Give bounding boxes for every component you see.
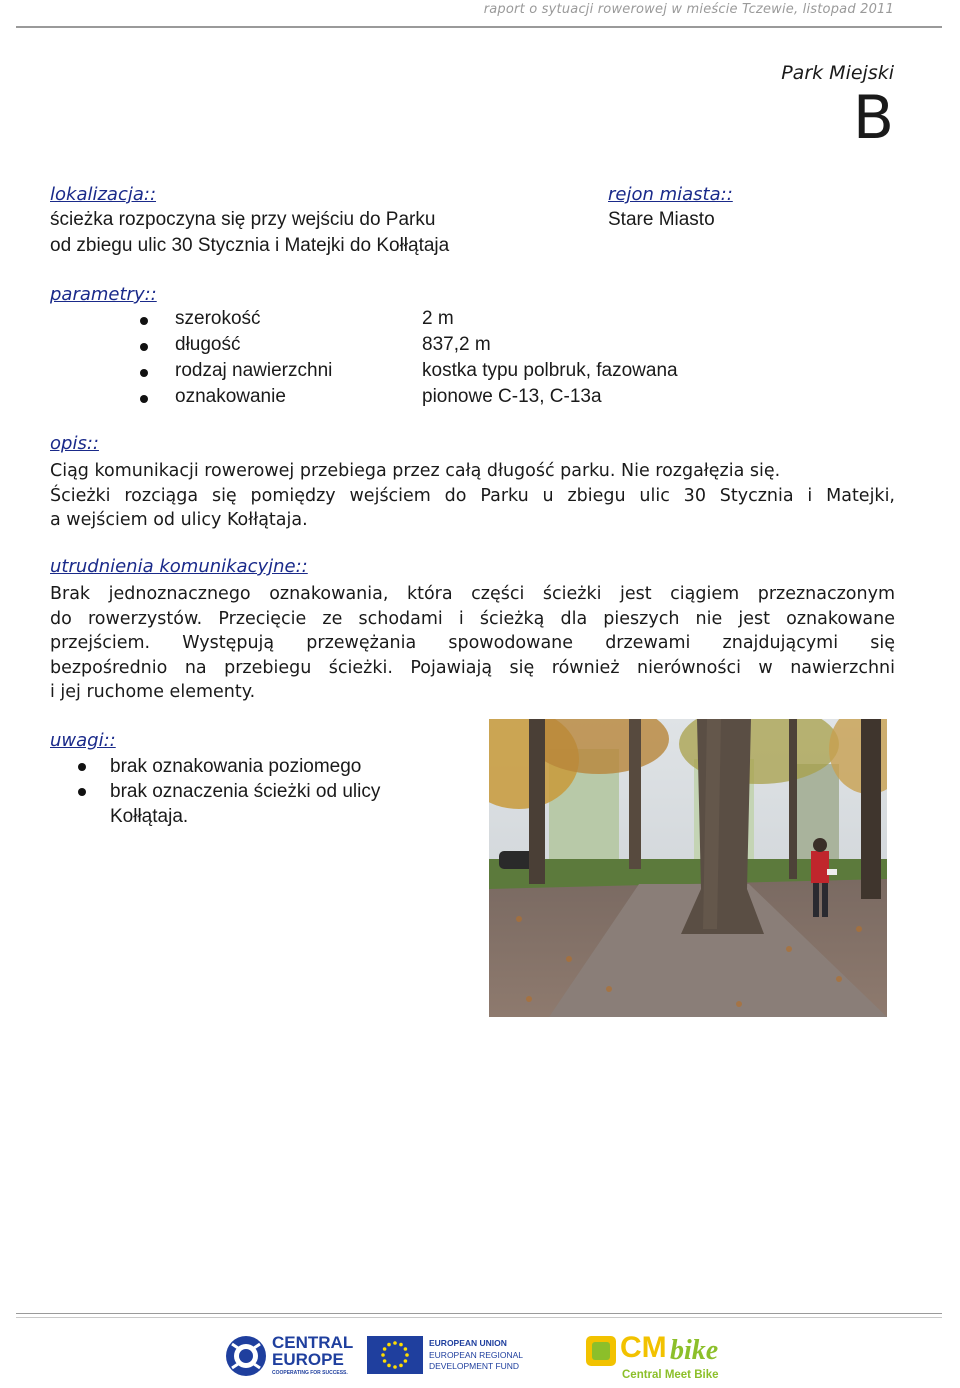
cmbike-logo	[586, 1331, 741, 1384]
param-label: szerokość	[175, 308, 261, 329]
eu-logo	[367, 1336, 523, 1374]
central-europe-tagline: COOPERATING FOR SUCCESS.	[272, 1370, 348, 1376]
param-value: 837,2 m	[422, 334, 491, 355]
utrudnienia-heading: utrudnienia komunikacyjne::	[50, 556, 308, 577]
utrudnienia-paragraph	[50, 582, 895, 705]
utrudnienia-line: do rowerzystów. Przecięcie ze schodami i ścieżką dla pieszych nie jest oznakowane	[50, 608, 895, 629]
park-path-photo	[489, 719, 887, 1017]
bullet	[140, 343, 148, 351]
param-label: rodzaj nawierzchni	[175, 360, 333, 381]
opis-line: Ścieżki rozciąga się pomiędzy wejściem do Parku u zbiegu ulic 30 Stycznia i Matejki,	[50, 485, 895, 506]
uwagi-item-text: brak oznaczenia ścieżki od ulicy Kołłątaja.	[110, 781, 381, 827]
uwagi-list	[78, 754, 438, 829]
central-europe-word: CENTRAL	[272, 1333, 354, 1352]
eu-flag-icon	[367, 1336, 423, 1374]
utrudnienia-line: i jej ruchome elementy.	[50, 682, 256, 702]
eu-text: EUROPEAN UNION	[429, 1338, 507, 1348]
opis-paragraph	[50, 459, 895, 533]
param-row	[140, 360, 840, 386]
uwagi-heading: uwagi::	[50, 730, 116, 751]
utrudnienia-line: bezpośrednio na przebiegu ścieżki. Pojawiają się również nierówności w nawierzchni	[50, 657, 895, 678]
param-row	[140, 308, 840, 334]
eu-text: EUROPEAN REGIONAL	[429, 1350, 523, 1360]
footer-rule	[16, 1317, 942, 1318]
parametry-heading: parametry::	[50, 284, 157, 305]
param-value: 2 m	[422, 308, 454, 329]
lokalizacja-heading: lokalizacja::	[50, 184, 157, 205]
bullet	[78, 788, 86, 796]
central-europe-logo	[224, 1334, 354, 1378]
utrudnienia-line: Brak jednoznacznego oznakowania, która części ścieżki jest ciągiem przeznaczonym	[50, 584, 895, 604]
lokalizacja-line: od zbiegu ulic 30 Stycznia i Matejki do Kołłątaja	[50, 235, 450, 256]
running-header: raport o sytuacji rowerowej w mieście Tczewie, listopad 2011	[483, 2, 894, 17]
central-europe-word: EUROPE	[272, 1350, 344, 1369]
param-label: oznakowanie	[175, 386, 286, 407]
param-row	[140, 386, 840, 412]
section-title: Park Miejski	[781, 62, 894, 84]
cmbike-bike: bike	[670, 1335, 719, 1366]
bullet	[140, 369, 148, 377]
bullet	[140, 395, 148, 403]
param-value: pionowe C-13, C-13a	[422, 386, 602, 407]
lokalizacja-line: ścieżka rozpoczyna się przy wejściu do Parku	[50, 209, 436, 230]
uwagi-item	[78, 779, 438, 829]
param-label: długość	[175, 334, 241, 355]
param-row	[140, 334, 840, 360]
header-rule	[16, 26, 942, 28]
opis-line: Ciąg komunikacji rowerowej przebiega przez całą długość parku. Nie rozgałęzia się.	[50, 461, 781, 481]
cmbike-cm: CM	[620, 1331, 667, 1364]
cmbike-tagline: Central Meet Bike	[622, 1369, 719, 1381]
eu-text: DEVELOPMENT FUND	[429, 1361, 520, 1371]
bullet	[140, 317, 148, 325]
opis-heading: opis::	[50, 433, 99, 454]
central-europe-emblem	[224, 1334, 268, 1378]
section-letter: B	[852, 83, 894, 153]
opis-line: a wejściem od ulicy Kołłątaja.	[50, 510, 308, 530]
rejon-value: Stare Miasto	[608, 209, 715, 230]
footer-rule	[16, 1313, 942, 1314]
param-value: kostka typu polbruk, fazowana	[422, 360, 678, 381]
rejon-heading: rejon miasta::	[608, 184, 733, 205]
bullet	[78, 763, 86, 771]
uwagi-item	[78, 754, 438, 779]
uwagi-item-text: brak oznakowania poziomego	[110, 756, 362, 777]
utrudnienia-line: przejściem. Występują przewężania spowodowane drzewami znajdującymi się	[50, 633, 895, 653]
cmbike-emblem	[586, 1336, 616, 1366]
